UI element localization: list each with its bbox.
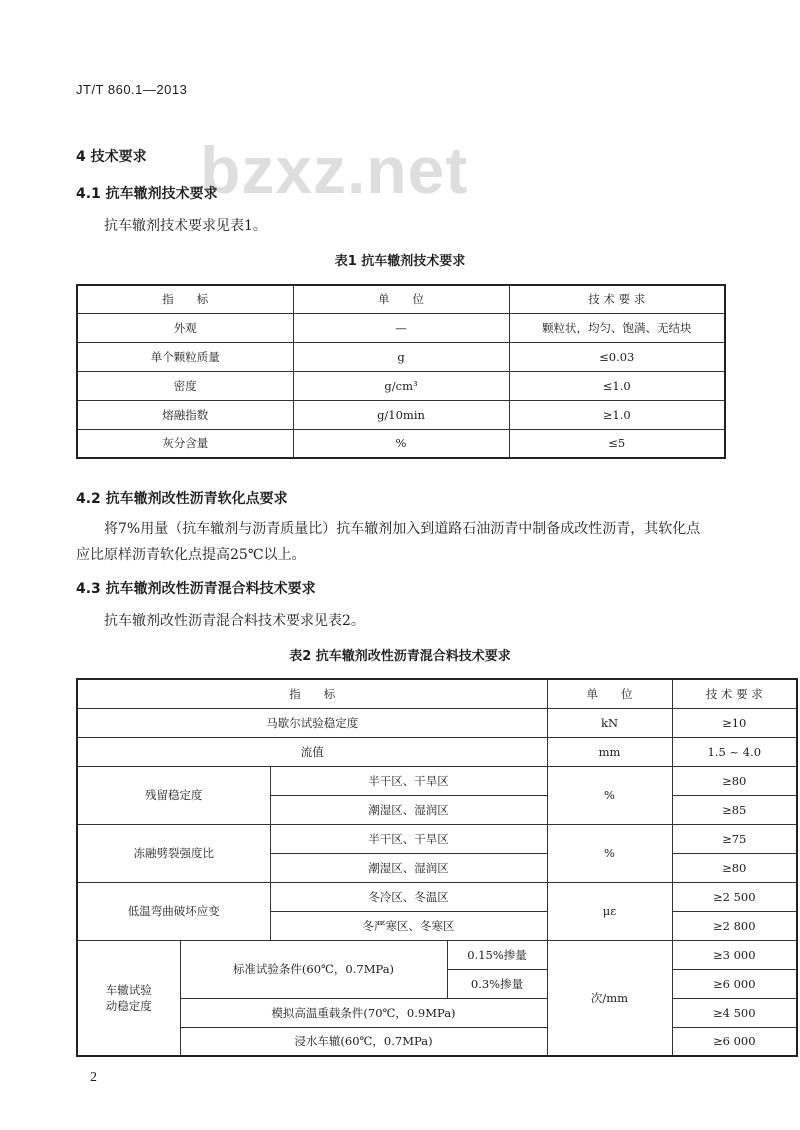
table-cell: ≥80	[672, 766, 797, 795]
table-cell: %	[293, 429, 509, 458]
section-4-3-heading: 4.3 抗车辙剂改性沥青混合料技术要求	[76, 581, 316, 597]
table-row	[77, 766, 797, 795]
table-cell: ≥75	[672, 824, 797, 853]
table-cell: g	[293, 342, 509, 371]
table-row	[77, 342, 725, 371]
table-cell: ≥85	[672, 795, 797, 824]
table-cell: 次/mm	[547, 940, 672, 1056]
table-cell: 潮湿区、湿润区	[270, 853, 547, 882]
table-cell: 冬冷区、冬温区	[270, 882, 547, 911]
table-cell: ≥2 800	[672, 911, 797, 940]
table-cell: %	[547, 766, 672, 824]
section-4-1-heading: 4.1 抗车辙剂技术要求	[76, 186, 218, 202]
table-row	[77, 371, 725, 400]
table-cell: 流值	[77, 737, 547, 766]
table-cell: ≥3 000	[672, 940, 797, 969]
table-cell: —	[293, 313, 509, 342]
table-cell: 浸水车辙(60℃，0.7MPa)	[180, 1027, 547, 1056]
table-row	[77, 429, 725, 458]
table-cell	[77, 940, 180, 1056]
table-row	[77, 824, 797, 853]
table-cell: mm	[547, 737, 672, 766]
table-header-cell: 技 术 要 求	[672, 679, 797, 708]
section-4-3-text: 抗车辙剂改性沥青混合料技术要求见表2。	[104, 613, 365, 629]
table-cell: 0.15%掺量	[447, 940, 547, 969]
table-row	[77, 737, 797, 766]
table-header-cell: 指 标	[77, 679, 547, 708]
table-cell: 模拟高温重载条件(70℃，0.9MPa)	[180, 998, 547, 1027]
watermark: bzxz.net	[200, 133, 469, 207]
rutting-label-line1: 车辙试验	[105, 982, 152, 997]
table-header-cell: 单 位	[547, 679, 672, 708]
table-row	[77, 1027, 797, 1056]
table-cell: 外观	[77, 313, 293, 342]
table-cell: 马歇尔试验稳定度	[77, 708, 547, 737]
table-row	[77, 400, 725, 429]
table-cell: 0.3%掺量	[447, 969, 547, 998]
table-cell: με	[547, 882, 672, 940]
table-row	[77, 940, 797, 969]
table-header-cell: 单 位	[293, 285, 509, 313]
table-cell: ≤5	[509, 429, 725, 458]
table-row	[77, 998, 797, 1027]
table-cell: ≥6 000	[672, 1027, 797, 1056]
table-cell: 熔融指数	[77, 400, 293, 429]
table-cell: 半干区、干旱区	[270, 766, 547, 795]
table-cell: 潮湿区、湿润区	[270, 795, 547, 824]
page-number: 2	[90, 1070, 97, 1085]
table-cell: kN	[547, 708, 672, 737]
section-4-2-heading: 4.2 抗车辙剂改性沥青软化点要求	[76, 491, 288, 507]
table-header-cell: 技 术 要 求	[509, 285, 725, 313]
table-cell: 密度	[77, 371, 293, 400]
section-4-1-text: 抗车辙剂技术要求见表1。	[104, 218, 267, 234]
table-cell: %	[547, 824, 672, 882]
table-cell: 颗粒状，均匀、饱满、无结块	[509, 313, 725, 342]
table-header-row	[77, 285, 725, 313]
table2	[76, 678, 798, 1057]
standard-code: JT/T 860.1—2013	[76, 82, 188, 97]
section-4-2-text-line1: 将7%用量（抗车辙剂与沥青质量比）抗车辙剂加入到道路石油沥青中制备成改性沥青，其软化点	[104, 521, 701, 537]
rutting-label-line2: 动稳定度	[105, 998, 152, 1013]
table-cell: 灰分含量	[77, 429, 293, 458]
table-row	[77, 882, 797, 911]
table-cell: ≥4 500	[672, 998, 797, 1027]
table-cell: ≥2 500	[672, 882, 797, 911]
table-cell: 单个颗粒质量	[77, 342, 293, 371]
table-cell: ≥1.0	[509, 400, 725, 429]
section-4-2-text-line2: 应比原样沥青软化点提高25℃以上。	[76, 547, 306, 563]
table-cell: 冻融劈裂强度比	[77, 824, 270, 882]
table-cell: ≥6 000	[672, 969, 797, 998]
table1	[76, 284, 726, 459]
table-cell: g/cm³	[293, 371, 509, 400]
table2-caption: 表2 抗车辙剂改性沥青混合料技术要求	[289, 649, 511, 664]
table-cell: ≥80	[672, 853, 797, 882]
table-cell: 1.5 ~ 4.0	[672, 737, 797, 766]
table-row	[77, 313, 725, 342]
table-cell: 半干区、干旱区	[270, 824, 547, 853]
table-row	[77, 708, 797, 737]
table-cell: 标准试验条件(60℃，0.7MPa)	[180, 940, 447, 998]
table-cell: ≤0.03	[509, 342, 725, 371]
table-cell: ≤1.0	[509, 371, 725, 400]
table-cell: 冬严寒区、冬寒区	[270, 911, 547, 940]
table-header-cell: 指 标	[77, 285, 293, 313]
section-4-heading: 4 技术要求	[76, 149, 147, 165]
table-cell: ≥10	[672, 708, 797, 737]
table-cell: 低温弯曲破坏应变	[77, 882, 270, 940]
table1-caption: 表1 抗车辙剂技术要求	[334, 254, 466, 269]
table-header-row	[77, 679, 797, 708]
table-cell: g/10min	[293, 400, 509, 429]
table-cell: 残留稳定度	[77, 766, 270, 824]
